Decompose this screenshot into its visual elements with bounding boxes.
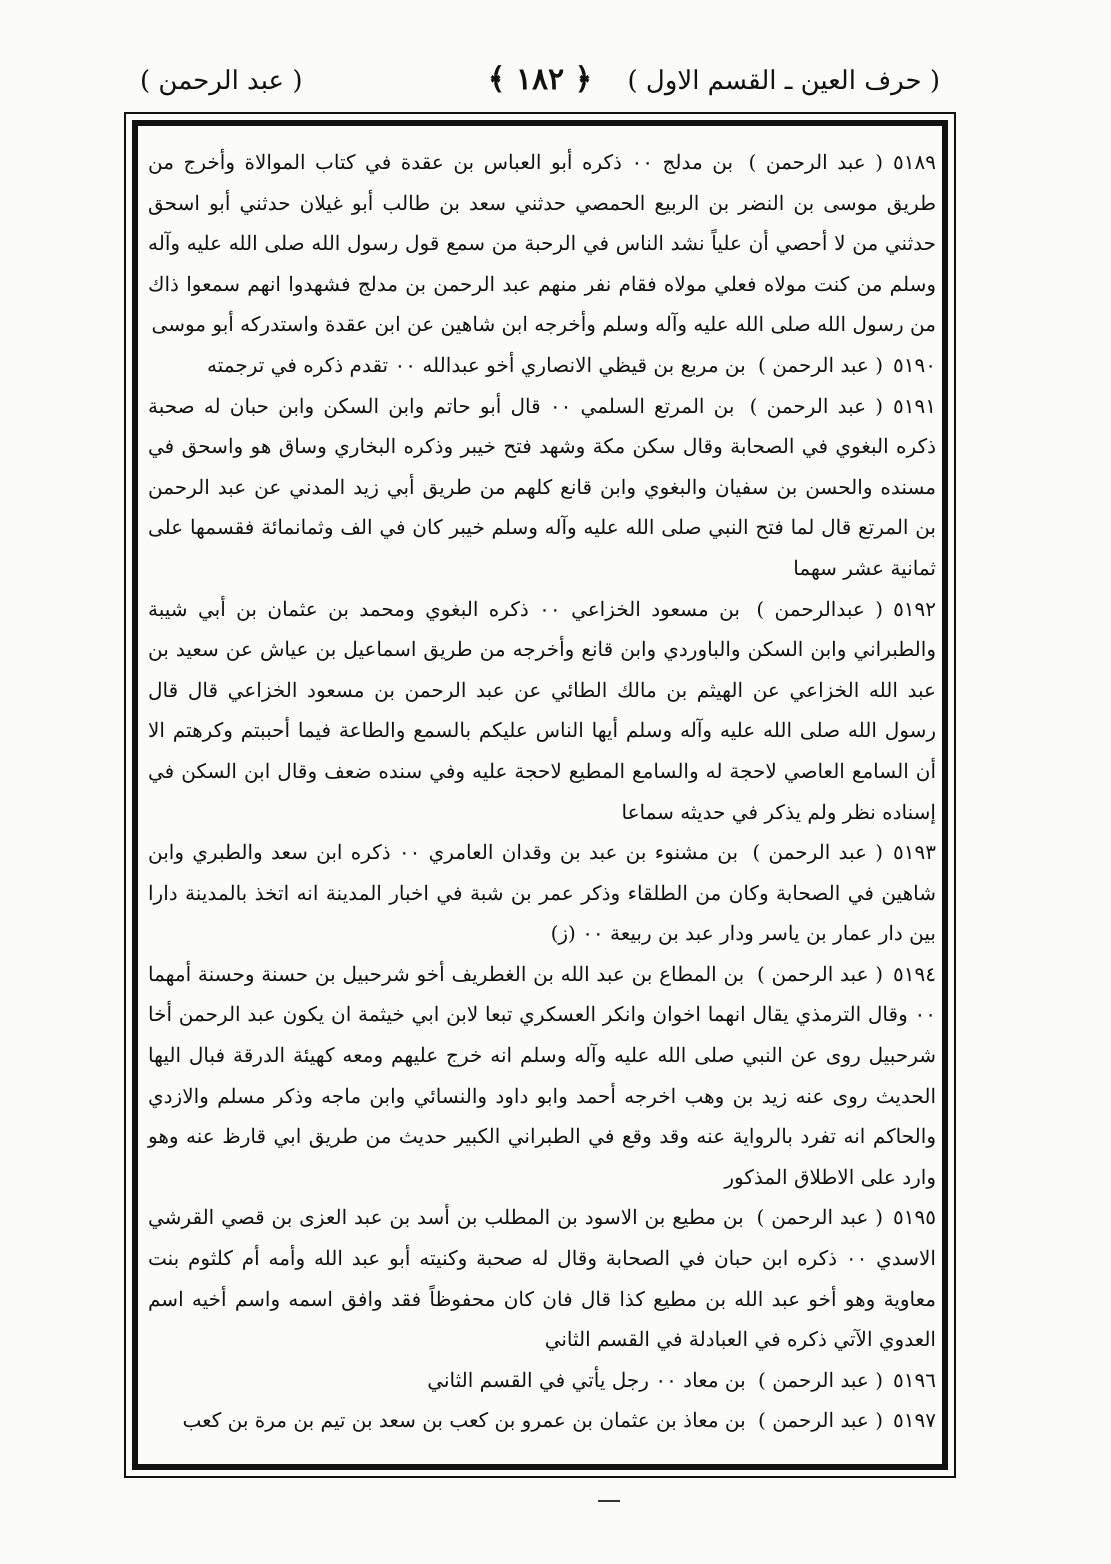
entry-name: ( عبد الرحمن ) bbox=[749, 393, 884, 418]
entry-text: بن المرتع السلمي ٠٠ قال أبو حاتم وابن السكن وابن حبان له صحبة ذكره البغوي في الصحابة وقال سكن مكة وشهد فتح خيبر وذكره البخاري وساق هو واسحق في مسنده والحسن بن سفيان والبغوي وابن قانع كلهم من طريق أبي زيد المدني عن عبد الرحمن بن المرتع قال لما فتح النبي صلى الله عليه وآله وسلم خيبر كان في الف وثمانمائة فقسمها على ثمانية عشر سهما bbox=[148, 393, 937, 580]
entry-number: ٥١٩١ bbox=[893, 393, 936, 418]
entry-number: ٥١٩٥ bbox=[893, 1205, 937, 1230]
entry-5192 bbox=[148, 589, 936, 833]
page-number: ﴿ ١٨٢ ﴾ bbox=[487, 62, 593, 97]
page-body bbox=[148, 142, 936, 1462]
entry-text: بن معاد ٠٠ رجل يأتي في القسم الثاني bbox=[427, 1367, 746, 1392]
entry-text: بن مشنوء بن عبد بن وقدان العامري ٠٠ ذكره ابن سعد والطبري وابن شاهين في الصحابة وكان من الطلقاء وذكر عمر بن شبة في اخبار المدينة انه اتخذ بالمدينة دارا بين دار عمار بن ياسر ودار عبد بن ربيعة ٠٠ (ز) bbox=[148, 840, 936, 946]
entry-text: بن مسعود الخزاعي ٠٠ ذكره البغوي ومحمد بن عثمان بن أبي شيبة والطبراني وابن السكن والباوردي وابن قانع وأخرجه من طريق اسماعيل بن عياش عن سعيد بن عبد الله الخزاعي عن الهيثم بن مالك الطائي عن عبد الرحمن بن مسعود الخزاعي قال قال رسول الله صلى الله عليه وآله وسلم أيها الناس عليكم بالسمع والطاعة فيما أحببتم وكرهتم الا أن السامع العاصي لاحجة له والسامع المطيع لاحجة عليه وفي سنده ضعف وقال ابن السكن في إسناده نظر ولم يذكر في حديثه سماعا bbox=[148, 596, 936, 824]
header-chapter-title: ( حرف العين ـ القسم الاول ) bbox=[627, 66, 940, 96]
entry-number: ٥١٩٤ bbox=[893, 961, 936, 986]
entry-5191 bbox=[148, 386, 936, 589]
entry-text: بن المطاع بن عبد الله بن الغطريف أخو شرحبيل بن حسنة وحسنة أمهما ٠٠ وقال الترمذي يقال انهما اخوان وانكر العسكري تبعا لابن ابي خيثمة ان يكون عبد الرحمن أخا شرحبيل روى عن النبي صلى الله عليه وآله وسلم انه خرج عليهم ومعه كهيئة الدرقة فبال اليها الحديث روى عنه زيد بن وهب اخرجه أحمد وابو داود والنسائي وابن ماجه وذكر مسلم والازدي والحاكم انه تفرد بالرواية عنه وقد وقع في الطبراني الكبير حديث من طريق ابي قارظ عنه وهو وارد على الاطلاق المذكور bbox=[148, 961, 936, 1189]
footer-dash bbox=[598, 1500, 620, 1502]
entry-5197 bbox=[148, 1400, 936, 1441]
entry-name: ( عبد الرحمن ) bbox=[758, 1408, 884, 1433]
entry-number: ٥١٩٢ bbox=[893, 596, 937, 621]
entry-5195 bbox=[148, 1197, 936, 1359]
entry-number: ٥١٩٦ bbox=[893, 1367, 936, 1392]
entry-5196 bbox=[148, 1360, 936, 1401]
entry-name: ( عبد الرحمن ) bbox=[758, 352, 884, 377]
entry-5193 bbox=[148, 832, 936, 954]
header-running-title: ( عبد الرحمن ) bbox=[140, 66, 303, 96]
entry-5190 bbox=[148, 345, 936, 386]
entry-name: ( عبد الرحمن ) bbox=[748, 150, 884, 174]
entry-text: بن مدلج ٠٠ ذكره أبو العباس بن عقدة في كتاب الموالاة وأخرج من طريق موسى بن النضر بن الربيع الحمصي حدثني سعد بن طالب أبو غيلان حدثني أبو اسحق حدثني من لا أحصي أن علياً نشد الناس في الرحبة من سمع قول رسول الله صلى الله عليه وآله وسلم من كنت مولاه فعلي مولاه فقام نفر منهم عبد الرحمن بن مدلج فشهدوا انهم سمعوا ذاك من رسول الله صلى الله عليه وآله وسلم وأخرجه ابن شاهين عن ابن عقدة واستدركه أبو موسى bbox=[148, 150, 936, 337]
entry-text: بن مطيع بن الاسود بن المطلب بن أسد بن عبد العزى بن قصي القرشي الاسدي ٠٠ ذكره ابن حبان في الصحابة وقال له صحبة وكنيته أبو عبد الله وأمه أم كلثوم بنت معاوية وهو أخو عبد الله بن مطيع كذا قال فان كان محفوظاً فقد وافق اسمه واسم أخيه اسم العدوي الآتي ذكره في العبادلة في القسم الثاني bbox=[148, 1205, 937, 1352]
entry-number: ٥١٩٠ bbox=[893, 352, 936, 377]
entry-name: ( عبدالرحمن ) bbox=[756, 596, 884, 621]
entry-name: ( عبد الرحمن ) bbox=[756, 1205, 884, 1230]
entry-number: ٥١٨٩ bbox=[893, 150, 936, 174]
page-header bbox=[140, 62, 940, 112]
entry-5194 bbox=[148, 954, 936, 1198]
entry-number: ٥١٩٧ bbox=[893, 1408, 936, 1433]
entry-name: ( عبد الرحمن ) bbox=[756, 961, 884, 986]
entry-text: بن مربع بن قيظي الانصاري أخو عبدالله ٠٠ تقدم ذكره في ترجمته bbox=[207, 352, 746, 377]
entry-5189 bbox=[148, 142, 936, 345]
entry-name: ( عبد الرحمن ) bbox=[758, 1367, 884, 1392]
entry-text: بن معاذ بن عثمان بن عمرو بن كعب بن سعد بن تيم بن مرة بن كعب bbox=[182, 1408, 746, 1433]
entry-name: ( عبد الرحمن ) bbox=[752, 840, 884, 865]
entry-number: ٥١٩٣ bbox=[893, 840, 936, 865]
